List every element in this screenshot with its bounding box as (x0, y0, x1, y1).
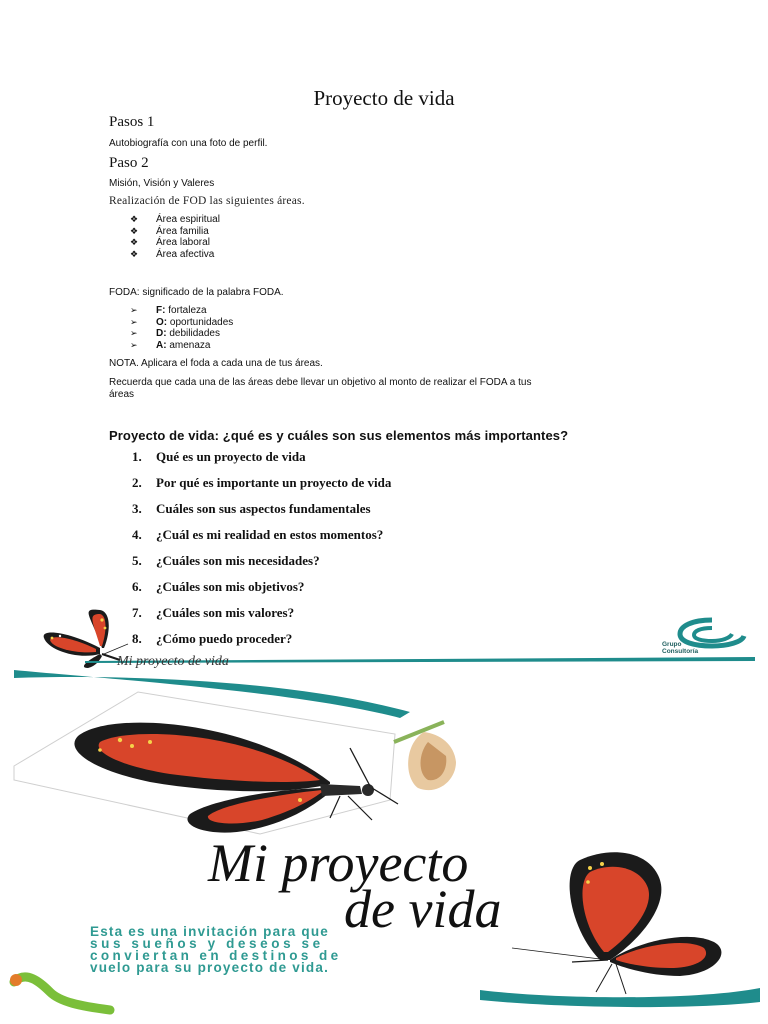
arrow-bullet-icon: ➢ (130, 316, 138, 327)
invitation-line: conviertan en destinos de (90, 948, 342, 963)
diamond-bullet-icon: ❖ (130, 225, 139, 236)
foda-list (130, 305, 233, 351)
diamond-bullet-icon: ❖ (130, 237, 139, 248)
reminder-line-1: Recuerda que cada una de las áreas debe llevar un objetivo al monto de realizar el FODA a tus (109, 377, 532, 388)
poster-title-line-1: Mi proyecto (208, 833, 469, 893)
step1-text: Autobiografía con una foto de perfil. (109, 138, 268, 149)
list-item: 8. ¿Cómo puedo proceder? (132, 631, 293, 646)
diamond-bullet-icon: ❖ (130, 214, 139, 224)
list-item: ❖ Área laboral (130, 237, 210, 249)
foda-intro: Realización de FOD las siguientes áreas. (109, 195, 305, 207)
large-butterfly-icon (74, 723, 398, 833)
diamond-bullet-icon: ❖ (130, 248, 139, 259)
chrysalis-icon (394, 722, 456, 790)
questions-list (132, 449, 391, 657)
note-text: NOTA. Aplicara el foda a cada una de tus áreas. (109, 358, 323, 369)
logo-text: Grupo Consultoría (662, 641, 699, 655)
reminder-line-2: áreas (109, 389, 135, 400)
step1-heading: Pasos 1 (109, 114, 155, 130)
list-item: ❖ Área familia (130, 225, 209, 237)
right-butterfly-icon (512, 852, 721, 994)
invitation-line: vuelo para su proyecto de vida. (90, 960, 330, 975)
list-item: 2. Por qué es importante un proyecto de vida (132, 475, 392, 490)
list-item: ➢ A: amenaza (130, 339, 211, 351)
section-title: Proyecto de vida: ¿qué es y cuáles son sus elementos más importantes? (109, 428, 569, 443)
list-item: 5. ¿Cuáles son mis necesidades? (132, 553, 320, 568)
arrow-bullet-icon: ➢ (130, 339, 138, 350)
poster-title-line-2: de vida (344, 879, 502, 939)
invitation-line: sus sueños y deseos se (90, 936, 324, 951)
teal-swoosh-bottom (480, 988, 760, 1007)
list-item: 6. ¿Cuáles son mis objetivos? (132, 579, 305, 594)
list-item: 4. ¿Cuál es mi realidad en estos momentos? (132, 527, 384, 542)
teal-swoosh-top (14, 670, 410, 718)
invitation-line: Esta es una invitación para que (90, 924, 330, 939)
banner-script-title: Mi proyecto de vida (117, 654, 229, 669)
step2-text: Misión, Visión y Valeres (109, 178, 215, 189)
list-item: ❖ Área espiritual (130, 214, 220, 225)
caterpillar-icon (10, 974, 110, 1010)
list-item: ➢ D: debilidades (130, 328, 220, 340)
page-title: Proyecto de vida (313, 86, 455, 110)
list-item: 1. Qué es un proyecto de vida (132, 449, 306, 464)
arrow-bullet-icon: ➢ (130, 305, 138, 315)
step2-heading: Paso 2 (109, 155, 149, 171)
list-item: 3. Cuáles son sus aspectos fundamentales (132, 501, 371, 516)
list-item: ❖ Área afectiva (130, 248, 215, 260)
arrow-bullet-icon: ➢ (130, 328, 138, 339)
list-item: ➢ F: fortaleza (130, 305, 207, 316)
list-item: ➢ O: oportunidades (130, 316, 234, 328)
list-item: 7. ¿Cuáles son mis valores? (132, 605, 295, 620)
foda-meaning: FODA: significado de la palabra FODA. (109, 287, 284, 298)
areas-list (130, 214, 220, 260)
poster-invitation (90, 926, 342, 974)
